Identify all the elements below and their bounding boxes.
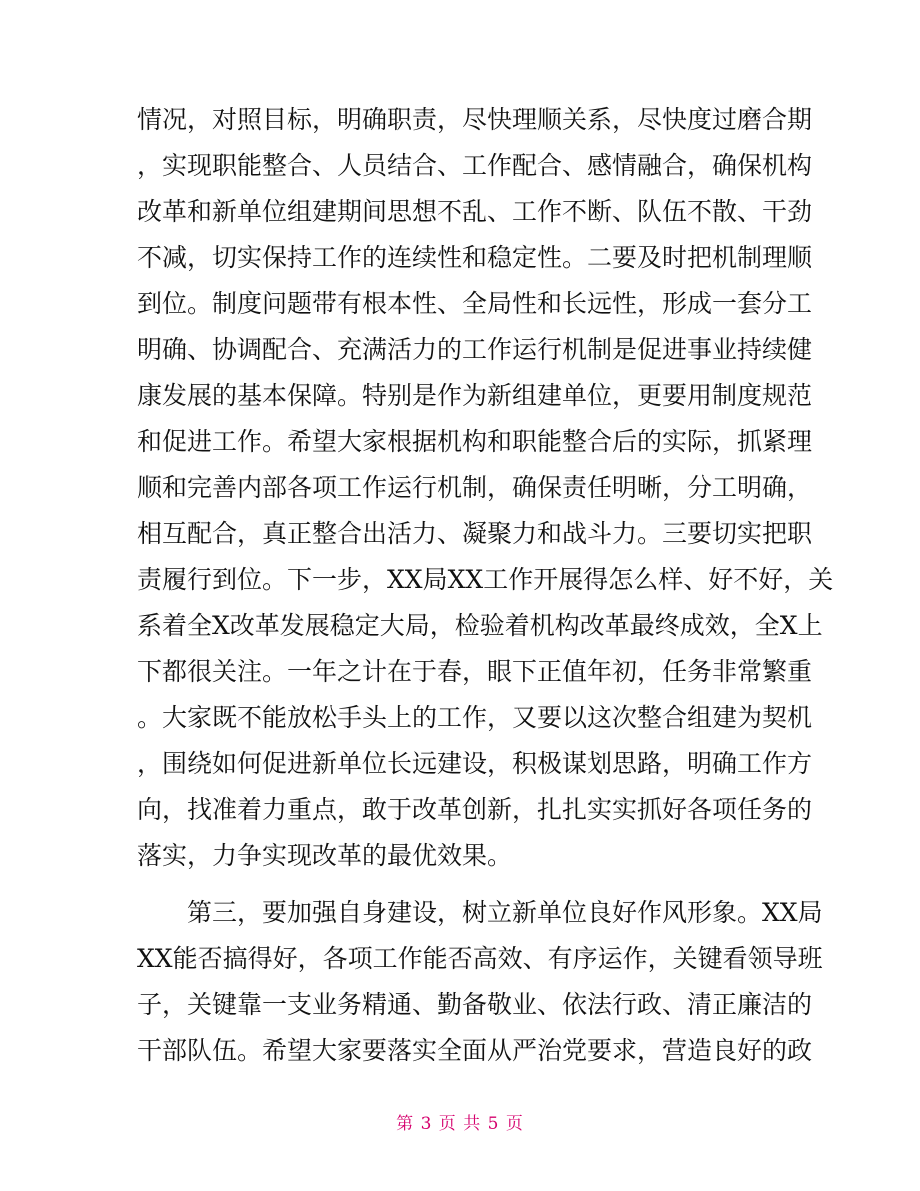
text-line: 责履行到位。下一步，XX局XX工作开展得怎么样、好不好，关 [137, 565, 834, 594]
text-line: 改革和新单位组建期间思想不乱、工作不断、队伍不散、干劲 [137, 197, 813, 226]
text-line: 顺和完善内部各项工作运行机制，确保责任明晰，分工明确， [137, 473, 813, 502]
text-line: 不减，切实保持工作的连续性和稳定性。二要及时把机制理顺 [137, 243, 813, 272]
text-line: 相互配合，真正整合出活力、凝聚力和战斗力。三要切实把职 [137, 519, 813, 548]
text-line: 落实，力争实现改革的最优效果。 [137, 841, 513, 870]
text-line: ，实现职能整合、人员结合、工作配合、感情融合，确保机构 [137, 151, 813, 180]
text-line: 情况，对照目标，明确职责，尽快理顺关系，尽快度过磨合期 [137, 105, 813, 134]
text-line: 和促进工作。希望大家根据机构和职能整合后的实际，抓紧理 [137, 427, 813, 456]
text-line: 干部队伍。希望大家要落实全面从严治党要求，营造良好的政 [137, 1036, 813, 1065]
text-line: ，围绕如何促进新单位长远建设，积极谋划思路，明确工作方 [137, 749, 813, 778]
text-line: 子，关键靠一支业务精通、勤备敬业、依法行政、清正廉洁的 [137, 990, 813, 1019]
text-line: 下都很关注。一年之计在于春，眼下正值年初，任务非常繁重 [137, 657, 813, 686]
text-line: XX能否搞得好，各项工作能否高效、有序运作，关键看领导班 [137, 944, 823, 973]
text-line: 第三，要加强自身建设，树立新单位良好作风形象。XX局 [137, 898, 823, 927]
text-line: 康发展的基本保障。特别是作为新组建单位，更要用制度规范 [137, 381, 813, 410]
text-line: 系着全X改革发展稳定大局，检验着机构改革最终成效，全X上 [137, 611, 823, 640]
text-line: 。大家既不能放松手头上的工作，又要以这次整合组建为契机 [137, 703, 813, 732]
text-line: 明确、协调配合、充满活力的工作运行机制是促进事业持续健 [137, 335, 813, 364]
text-line: 向，找准着力重点，敢于改革创新，扎扎实实抓好各项任务的 [137, 795, 813, 824]
page-number-footer: 第 3 页 共 5 页 [396, 1114, 524, 1134]
text-line: 到位。制度问题带有根本性、全局性和长远性，形成一套分工 [137, 289, 813, 318]
